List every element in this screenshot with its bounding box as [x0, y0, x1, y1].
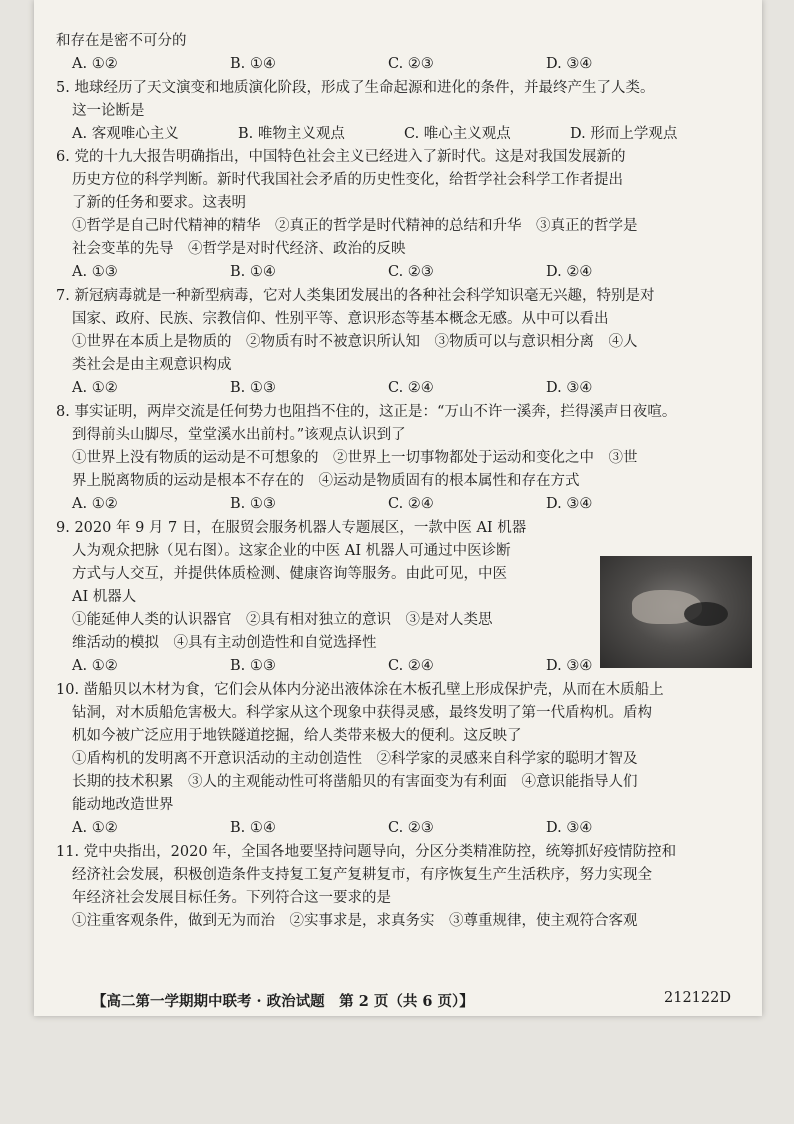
answer-option[interactable]: C. 唯心主义观点: [404, 126, 511, 142]
answer-option[interactable]: B. ①④: [230, 820, 276, 836]
answer-options: [56, 261, 736, 285]
question-q4tail: [56, 30, 736, 77]
footer-title: 【高二第一学期期中联考 · 政治试题 第 2 页（共 6 页）】: [92, 993, 474, 1010]
question-q9: [56, 517, 736, 679]
answer-option[interactable]: A. ①②: [72, 496, 118, 512]
question-line: 国家、政府、民族、宗教信仰、性别平等、意识形态等基本概念无感。从中可以看出: [72, 311, 609, 327]
question-line: 社会变革的先导 ④哲学是对时代经济、政治的反映: [72, 241, 406, 257]
question-line: 经济社会发展，积极创造条件支持复工复产复耕复市，有序恢复生产生活秩序，努力实现全: [72, 867, 652, 883]
answer-option[interactable]: B. ①③: [230, 380, 276, 396]
answer-option[interactable]: A. ①②: [72, 380, 118, 396]
answer-options: [56, 377, 736, 401]
question-line: 历史方位的科学判断。新时代我国社会矛盾的历史性变化，给哲学社会科学工作者提出: [72, 172, 623, 188]
answer-option[interactable]: A. ①②: [72, 658, 118, 674]
answer-option[interactable]: D. 形而上学观点: [570, 126, 678, 142]
question-line: 10. 凿船贝以木材为食，它们会从体内分泌出液体涂在木板孔壁上形成保护壳，从而在木质船上: [56, 682, 664, 698]
question-line: 到得前头山脚尽，堂堂溪水出前村。”该观点认识到了: [72, 427, 406, 443]
question-q5: [56, 77, 736, 146]
question-line: 和存在是密不可分的: [56, 33, 187, 49]
question-line: ①盾构机的发明离不开意识活动的主动创造性 ②科学家的灵感来自科学家的聪明才智及: [72, 751, 638, 767]
question-line: 类社会是由主观意识构成: [72, 357, 232, 373]
question-line: ①哲学是自己时代精神的精华 ②真正的哲学是时代精神的总结和升华 ③真正的哲学是: [72, 218, 638, 234]
question-line: 7. 新冠病毒就是一种新型病毒，它对人类集团发展出的各种社会科学知识毫无兴趣，特别是对: [56, 288, 655, 304]
page-footer: [92, 990, 732, 1011]
question-line: 机如今被广泛应用于地铁隧道挖掘，给人类带来极大的便利。这反映了: [72, 728, 522, 744]
answer-option[interactable]: C. ②④: [388, 658, 434, 674]
answer-option[interactable]: C. ②③: [388, 820, 434, 836]
answer-option[interactable]: B. ①④: [230, 56, 276, 72]
answer-option[interactable]: B. ①③: [230, 658, 276, 674]
question-line: 8. 事实证明，两岸交流是任何势力也阻挡不住的，这正是：“万山不许一溪奔，拦得溪声日夜喧。: [56, 404, 677, 420]
question-line: 9. 2020 年 9 月 7 日，在服贸会服务机器人专题展区，一款中医 AI 机器: [56, 520, 527, 536]
answer-option[interactable]: A. ①②: [72, 56, 118, 72]
paper-code: 212122D: [664, 990, 731, 1006]
answer-options: [56, 53, 736, 77]
question-line: 11. 党中央指出，2020 年，全国各地要坚持问题导向，分区分类精准防控，统筹抓好疫情防控和: [56, 844, 677, 860]
question-line: ①能延伸人类的认识器官 ②具有相对独立的意识 ③是对人类思: [72, 612, 493, 628]
question-q11: [56, 841, 736, 933]
question-line: 界上脱离物质的运动是根本不存在的 ④运动是物质固有的根本属性和存在方式: [72, 473, 580, 489]
answer-option[interactable]: B. 唯物主义观点: [238, 126, 345, 142]
answer-option[interactable]: D. ③④: [546, 56, 593, 72]
answer-option[interactable]: D. ②④: [546, 264, 593, 280]
answer-option[interactable]: C. ②③: [388, 264, 434, 280]
question-line: ①世界在本质上是物质的 ②物质有时不被意识所认知 ③物质可以与意识相分离 ④人: [72, 334, 638, 350]
answer-option[interactable]: B. ①④: [230, 264, 276, 280]
question-line: 人为观众把脉（见右图）。这家企业的中医 AI 机器人可通过中医诊断: [72, 543, 511, 559]
answer-options: [56, 655, 736, 679]
question-line: ①世界上没有物质的运动是不可想象的 ②世界上一切事物都处于运动和变化之中 ③世: [72, 450, 638, 466]
answer-option[interactable]: C. ②④: [388, 380, 434, 396]
answer-option[interactable]: B. ①③: [230, 496, 276, 512]
question-q10: [56, 679, 736, 841]
question-line: 能动地改造世界: [72, 797, 174, 813]
answer-option[interactable]: C. ②③: [388, 56, 434, 72]
answer-option[interactable]: D. ③④: [546, 380, 593, 396]
answer-options: [56, 123, 736, 146]
question-q8: [56, 401, 736, 517]
answer-option[interactable]: D. ③④: [546, 658, 593, 674]
question-line: 钻洞，对木质船危害极大。科学家从这个现象中获得灵感，最终发明了第一代盾构机。盾构: [72, 705, 652, 721]
question-line: 维活动的模拟 ④具有主动创造性和自觉选择性: [72, 635, 377, 651]
answer-options: [56, 817, 736, 841]
answer-option[interactable]: A. ①③: [72, 264, 118, 280]
answer-options: [56, 493, 736, 517]
question-q6: [56, 146, 736, 285]
question-list: [56, 30, 736, 933]
question-line: 5. 地球经历了天文演变和地质演化阶段，形成了生命起源和进化的条件，并最终产生了人类。: [56, 80, 655, 96]
question-line: ①注重客观条件，做到无为而治 ②实事求是，求真务实 ③尊重规律，使主观符合客观: [72, 913, 638, 929]
question-q7: [56, 285, 736, 401]
question-line: 年经济社会发展目标任务。下列符合这一要求的是: [72, 890, 391, 906]
answer-option[interactable]: C. ②④: [388, 496, 434, 512]
question-line: 这一论断是: [72, 103, 145, 119]
answer-option[interactable]: A. 客观唯心主义: [72, 126, 179, 142]
answer-option[interactable]: A. ①②: [72, 820, 118, 836]
question-line: AI 机器人: [72, 589, 137, 605]
question-line: 方式与人交互，并提供体质检测、健康咨询等服务。由此可见，中医: [72, 566, 507, 582]
question-line: 长期的技术积累 ③人的主观能动性可将凿船贝的有害面变为有利面 ④意识能指导人们: [72, 774, 638, 790]
question-line: 了新的任务和要求。这表明: [72, 195, 246, 211]
question-line: 6. 党的十九大报告明确指出，中国特色社会主义已经进入了新时代。这是对我国发展新的: [56, 149, 626, 165]
answer-option[interactable]: D. ③④: [546, 496, 593, 512]
answer-option[interactable]: D. ③④: [546, 820, 593, 836]
